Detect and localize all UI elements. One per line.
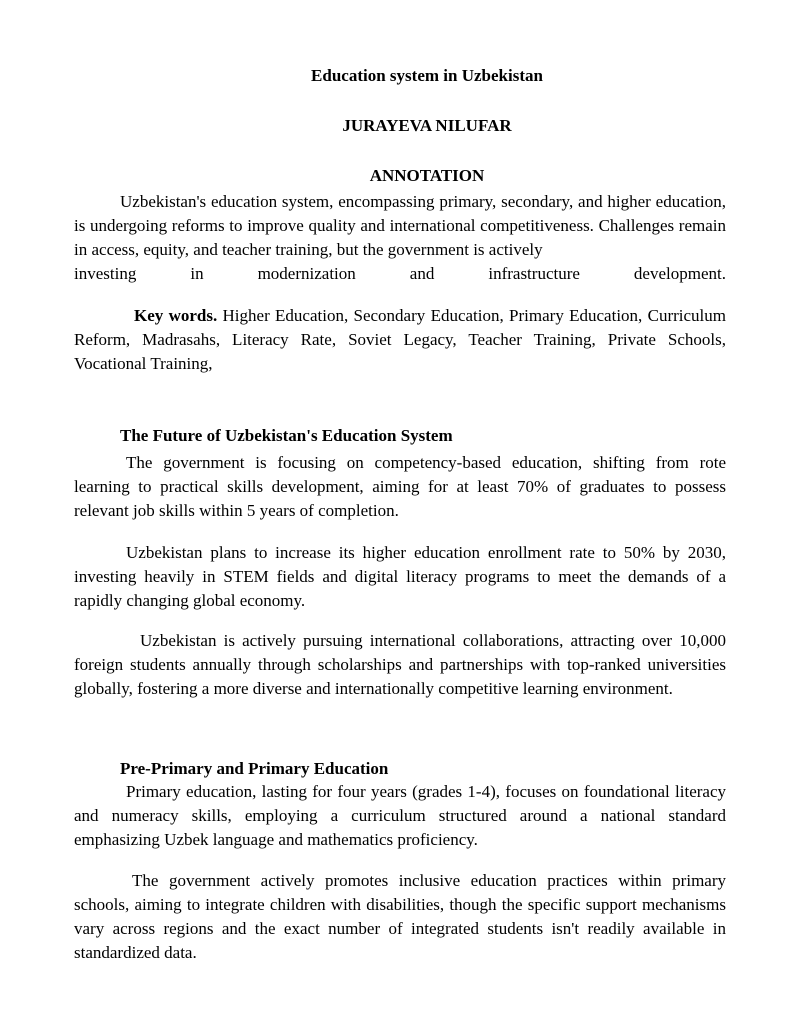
future-paragraph-3: Uzbekistan is actively pursuing international collaborations, attracting over 10,000 foreign students annually through scholarships and partnerships with top-ranked universities globally, fostering a more diverse and internationally competitive learning environment. — [74, 631, 726, 698]
future-paragraph-2: Uzbekistan plans to increase its higher education enrollment rate to 50% by 2030, investing heavily in STEM fields and digital literacy programs to meet the demands of a rapidly changing global economy. — [74, 543, 726, 610]
keywords-paragraph — [74, 304, 726, 376]
section-heading-primary: Pre-Primary and Primary Education — [120, 759, 389, 778]
annotation-text: Uzbekistan's education system, encompassing primary, secondary, and higher education, is undergoing reforms to improve quality and international competitiveness. Challenges remain in access, equity, and teacher training, but the government is actively — [74, 192, 726, 259]
annotation-heading: ANNOTATION — [369, 166, 485, 185]
primary-paragraph-1: Primary education, lasting for four years (grades 1-4), focuses on foundational literacy and numeracy skills, employing a curriculum structured around a national standard emphasizing Uzbek language and mathematics proficiency. — [74, 782, 726, 849]
author-name: JURAYEVA NILUFAR — [342, 116, 512, 135]
document-title: Education system in Uzbekistan — [311, 66, 543, 85]
keywords-text: Higher Education, Secondary Education, Primary Education, Curriculum Reform, Madrasahs, Literacy Rate, Soviet Legacy, Teacher Training, Private Schools, Vocational Training, — [74, 306, 726, 373]
primary-paragraph-2: The government actively promotes inclusive education practices within primary schools, aiming to integrate children with disabilities, though the specific support mechanisms vary across regions and the exact number of integrated students isn't readily available in standardized data. — [74, 871, 726, 962]
future-paragraph-1: The government is focusing on competency-based education, shifting from rote learning to practical skills development, aiming for at least 70% of graduates to possess relevant job skills within 5 years of completion. — [74, 453, 726, 520]
annotation-text-last-line: investing in modernization and infrastructure development. — [74, 264, 726, 283]
keywords-label: Key words. — [134, 306, 218, 325]
section-heading-future: The Future of Uzbekistan's Education System — [120, 426, 453, 445]
